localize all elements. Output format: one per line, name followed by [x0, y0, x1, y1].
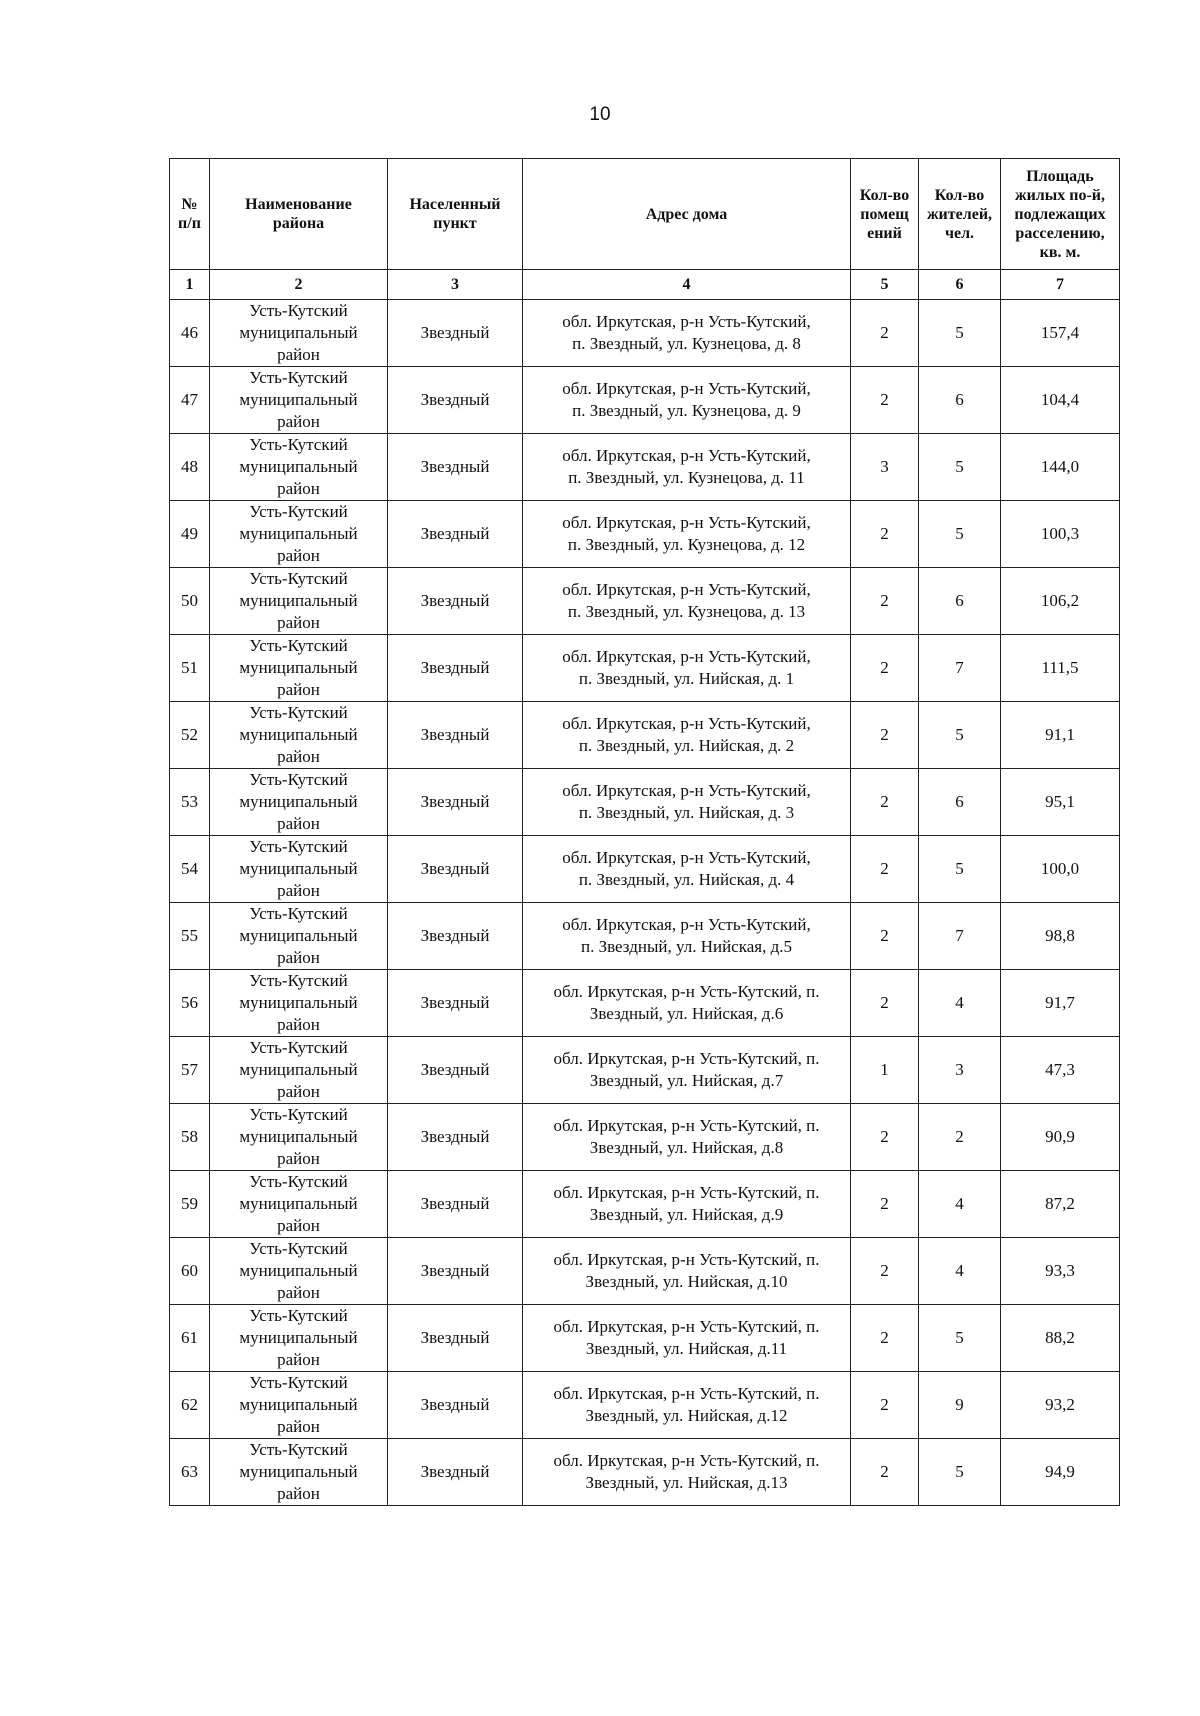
district-cell: Усть-Кутский муниципальный район	[210, 970, 388, 1037]
district-cell: Усть-Кутский муниципальный район	[210, 1171, 388, 1238]
column-number: 1	[170, 270, 210, 300]
column-number-row	[170, 270, 1120, 300]
residents-count-cell: 5	[919, 1439, 1001, 1506]
column-number: 2	[210, 270, 388, 300]
table-row	[170, 1439, 1120, 1506]
living-area-cell: 100,0	[1001, 836, 1120, 903]
settlement-cell: Звездный	[388, 635, 523, 702]
district-cell: Усть-Кутский муниципальный район	[210, 836, 388, 903]
address-cell: обл. Иркутская, р-н Усть-Кутский, п. Звездный, ул. Нийская, д.10	[523, 1238, 851, 1305]
premises-count-cell: 2	[851, 1171, 919, 1238]
address-cell: обл. Иркутская, р-н Усть-Кутский, п. Звездный, ул. Кузнецова, д. 12	[523, 501, 851, 568]
settlement-cell: Звездный	[388, 836, 523, 903]
address-cell: обл. Иркутская, р-н Усть-Кутский, п. Звездный, ул. Нийская, д.5	[523, 903, 851, 970]
address-cell: обл. Иркутская, р-н Усть-Кутский, п. Звездный, ул. Нийская, д. 2	[523, 702, 851, 769]
table-row	[170, 903, 1120, 970]
living-area-cell: 91,7	[1001, 970, 1120, 1037]
district-cell: Усть-Кутский муниципальный район	[210, 501, 388, 568]
residents-count-cell: 7	[919, 903, 1001, 970]
row-number-cell: 58	[170, 1104, 210, 1171]
residents-count-cell: 5	[919, 1305, 1001, 1372]
row-number-cell: 49	[170, 501, 210, 568]
row-number-cell: 48	[170, 434, 210, 501]
living-area-cell: 47,3	[1001, 1037, 1120, 1104]
settlement-cell: Звездный	[388, 1305, 523, 1372]
district-cell: Усть-Кутский муниципальный район	[210, 1104, 388, 1171]
living-area-cell: 100,3	[1001, 501, 1120, 568]
district-cell: Усть-Кутский муниципальный район	[210, 568, 388, 635]
settlement-cell: Звездный	[388, 434, 523, 501]
district-cell: Усть-Кутский муниципальный район	[210, 702, 388, 769]
row-number-cell: 61	[170, 1305, 210, 1372]
column-number: 6	[919, 270, 1001, 300]
table-row	[170, 1171, 1120, 1238]
district-cell: Усть-Кутский муниципальный район	[210, 1439, 388, 1506]
table-row	[170, 635, 1120, 702]
settlement-cell: Звездный	[388, 1238, 523, 1305]
table-row	[170, 501, 1120, 568]
residents-count-cell: 5	[919, 836, 1001, 903]
address-cell: обл. Иркутская, р-н Усть-Кутский, п. Звездный, ул. Нийская, д.7	[523, 1037, 851, 1104]
premises-count-cell: 2	[851, 1372, 919, 1439]
address-cell: обл. Иркутская, р-н Усть-Кутский, п. Звездный, ул. Нийская, д.9	[523, 1171, 851, 1238]
living-area-cell: 106,2	[1001, 568, 1120, 635]
residents-count-cell: 4	[919, 1238, 1001, 1305]
living-area-cell: 93,3	[1001, 1238, 1120, 1305]
residents-count-cell: 5	[919, 434, 1001, 501]
address-cell: обл. Иркутская, р-н Усть-Кутский, п. Звездный, ул. Нийская, д. 4	[523, 836, 851, 903]
settlement-cell: Звездный	[388, 769, 523, 836]
table-row	[170, 769, 1120, 836]
row-number-cell: 56	[170, 970, 210, 1037]
settlement-cell: Звездный	[388, 1037, 523, 1104]
address-cell: обл. Иркутская, р-н Усть-Кутский, п. Звездный, ул. Нийская, д. 1	[523, 635, 851, 702]
premises-count-cell: 2	[851, 501, 919, 568]
table-row	[170, 300, 1120, 367]
settlement-cell: Звездный	[388, 903, 523, 970]
header-cell-district: Наименование района	[210, 159, 388, 270]
residents-count-cell: 6	[919, 769, 1001, 836]
header-cell-residents: Кол-во жителей, чел.	[919, 159, 1001, 270]
district-cell: Усть-Кутский муниципальный район	[210, 1238, 388, 1305]
table-row	[170, 367, 1120, 434]
premises-count-cell: 2	[851, 1305, 919, 1372]
residents-count-cell: 9	[919, 1372, 1001, 1439]
living-area-cell: 95,1	[1001, 769, 1120, 836]
row-number-cell: 46	[170, 300, 210, 367]
living-area-cell: 98,8	[1001, 903, 1120, 970]
settlement-cell: Звездный	[388, 1171, 523, 1238]
premises-count-cell: 2	[851, 568, 919, 635]
row-number-cell: 59	[170, 1171, 210, 1238]
row-number-cell: 62	[170, 1372, 210, 1439]
living-area-cell: 87,2	[1001, 1171, 1120, 1238]
header-cell-num: № п/п	[170, 159, 210, 270]
living-area-cell: 157,4	[1001, 300, 1120, 367]
district-cell: Усть-Кутский муниципальный район	[210, 1037, 388, 1104]
address-cell: обл. Иркутская, р-н Усть-Кутский, п. Звездный, ул. Нийская, д. 3	[523, 769, 851, 836]
row-number-cell: 47	[170, 367, 210, 434]
address-cell: обл. Иркутская, р-н Усть-Кутский, п. Звездный, ул. Нийская, д.6	[523, 970, 851, 1037]
living-area-cell: 111,5	[1001, 635, 1120, 702]
page-number: 10	[589, 104, 611, 125]
row-number-cell: 51	[170, 635, 210, 702]
premises-count-cell: 2	[851, 367, 919, 434]
row-number-cell: 52	[170, 702, 210, 769]
housing-registry-table	[169, 158, 1120, 1506]
district-cell: Усть-Кутский муниципальный район	[210, 903, 388, 970]
table-body	[170, 300, 1120, 1506]
living-area-cell: 94,9	[1001, 1439, 1120, 1506]
address-cell: обл. Иркутская, р-н Усть-Кутский, п. Звездный, ул. Нийская, д.12	[523, 1372, 851, 1439]
residents-count-cell: 5	[919, 501, 1001, 568]
column-number: 7	[1001, 270, 1120, 300]
district-cell: Усть-Кутский муниципальный район	[210, 367, 388, 434]
header-cell-premises: Кол-во помещ ений	[851, 159, 919, 270]
table-row	[170, 1305, 1120, 1372]
residents-count-cell: 6	[919, 367, 1001, 434]
premises-count-cell: 2	[851, 903, 919, 970]
residents-count-cell: 4	[919, 1171, 1001, 1238]
header-row	[170, 159, 1120, 270]
district-cell: Усть-Кутский муниципальный район	[210, 300, 388, 367]
settlement-cell: Звездный	[388, 1439, 523, 1506]
header-cell-settlement: Населенный пункт	[388, 159, 523, 270]
settlement-cell: Звездный	[388, 568, 523, 635]
residents-count-cell: 7	[919, 635, 1001, 702]
premises-count-cell: 2	[851, 1439, 919, 1506]
row-number-cell: 55	[170, 903, 210, 970]
header-cell-address: Адрес дома	[523, 159, 851, 270]
settlement-cell: Звездный	[388, 1372, 523, 1439]
settlement-cell: Звездный	[388, 970, 523, 1037]
residents-count-cell: 2	[919, 1104, 1001, 1171]
living-area-cell: 144,0	[1001, 434, 1120, 501]
premises-count-cell: 2	[851, 970, 919, 1037]
table-row	[170, 1238, 1120, 1305]
row-number-cell: 60	[170, 1238, 210, 1305]
row-number-cell: 63	[170, 1439, 210, 1506]
address-cell: обл. Иркутская, р-н Усть-Кутский, п. Звездный, ул. Кузнецова, д. 13	[523, 568, 851, 635]
table-row	[170, 1104, 1120, 1171]
row-number-cell: 57	[170, 1037, 210, 1104]
residents-count-cell: 5	[919, 300, 1001, 367]
table-row	[170, 568, 1120, 635]
living-area-cell: 93,2	[1001, 1372, 1120, 1439]
premises-count-cell: 2	[851, 635, 919, 702]
district-cell: Усть-Кутский муниципальный район	[210, 1305, 388, 1372]
district-cell: Усть-Кутский муниципальный район	[210, 769, 388, 836]
living-area-cell: 90,9	[1001, 1104, 1120, 1171]
settlement-cell: Звездный	[388, 702, 523, 769]
table-row	[170, 836, 1120, 903]
residents-count-cell: 3	[919, 1037, 1001, 1104]
living-area-cell: 91,1	[1001, 702, 1120, 769]
settlement-cell: Звездный	[388, 1104, 523, 1171]
premises-count-cell: 2	[851, 300, 919, 367]
living-area-cell: 104,4	[1001, 367, 1120, 434]
column-number: 4	[523, 270, 851, 300]
address-cell: обл. Иркутская, р-н Усть-Кутский, п. Звездный, ул. Кузнецова, д. 8	[523, 300, 851, 367]
premises-count-cell: 2	[851, 1104, 919, 1171]
address-cell: обл. Иркутская, р-н Усть-Кутский, п. Звездный, ул. Нийская, д.11	[523, 1305, 851, 1372]
table-row	[170, 1372, 1120, 1439]
settlement-cell: Звездный	[388, 501, 523, 568]
residents-count-cell: 5	[919, 702, 1001, 769]
row-number-cell: 53	[170, 769, 210, 836]
column-number: 5	[851, 270, 919, 300]
address-cell: обл. Иркутская, р-н Усть-Кутский, п. Звездный, ул. Кузнецова, д. 9	[523, 367, 851, 434]
table-row	[170, 434, 1120, 501]
row-number-cell: 54	[170, 836, 210, 903]
address-cell: обл. Иркутская, р-н Усть-Кутский, п. Звездный, ул. Кузнецова, д. 11	[523, 434, 851, 501]
living-area-cell: 88,2	[1001, 1305, 1120, 1372]
premises-count-cell: 3	[851, 434, 919, 501]
row-number-cell: 50	[170, 568, 210, 635]
settlement-cell: Звездный	[388, 367, 523, 434]
premises-count-cell: 1	[851, 1037, 919, 1104]
premises-count-cell: 2	[851, 836, 919, 903]
premises-count-cell: 2	[851, 769, 919, 836]
address-cell: обл. Иркутская, р-н Усть-Кутский, п. Звездный, ул. Нийская, д.13	[523, 1439, 851, 1506]
district-cell: Усть-Кутский муниципальный район	[210, 1372, 388, 1439]
premises-count-cell: 2	[851, 702, 919, 769]
table-row	[170, 702, 1120, 769]
table-row	[170, 970, 1120, 1037]
address-cell: обл. Иркутская, р-н Усть-Кутский, п. Звездный, ул. Нийская, д.8	[523, 1104, 851, 1171]
table-row	[170, 1037, 1120, 1104]
premises-count-cell: 2	[851, 1238, 919, 1305]
district-cell: Усть-Кутский муниципальный район	[210, 635, 388, 702]
district-cell: Усть-Кутский муниципальный район	[210, 434, 388, 501]
header-cell-area: Площадь жилых по-й, подлежащих расселению, кв. м.	[1001, 159, 1120, 270]
residents-count-cell: 6	[919, 568, 1001, 635]
settlement-cell: Звездный	[388, 300, 523, 367]
column-number: 3	[388, 270, 523, 300]
residents-count-cell: 4	[919, 970, 1001, 1037]
